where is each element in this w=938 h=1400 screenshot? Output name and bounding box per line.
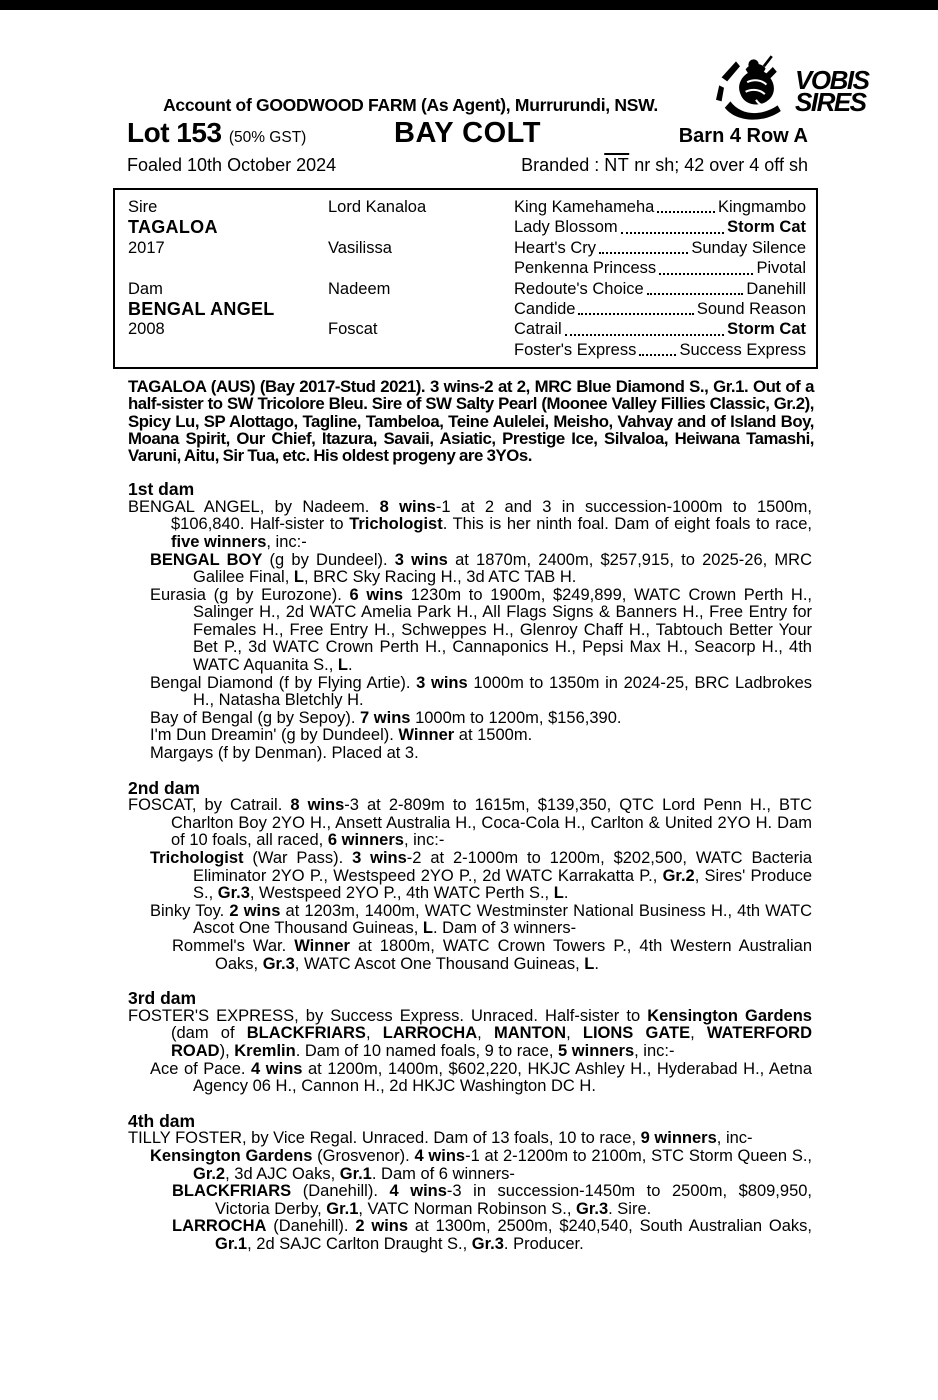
emphasized-text: L [422,919,434,938]
pedigree-parent-cell [328,217,514,237]
emphasized-text: 7 wins [360,708,411,727]
foaled-date: Foaled 10th October 2024 [127,155,337,175]
emphasized-text: LARROCHA [382,1024,478,1043]
grandparent-name: Foster's Express [514,340,637,359]
brand-mark: $\overline{NT}$ [604,155,630,175]
sire-summary-paragraph: TAGALOA (AUS) (Bay 2017-Stud 2021). 3 wins-2 at 2, MRC Blue Diamond S., Gr.1. Out of a half-sister to SW Tricolore Bleu. Sire of SW Salty Pearl (Moonee Valley Fillies Classic, Gr.2), Spicy Lu, SP Alottago, Tagline, Tambeloa, Teine Aulelei, Meisho, Vahvay and of Island Boy, Moana Spirit, Our Chief, Itazura, Savaii, Asiatic, Prestige Ice, Silvaloa, Heiwana Tamashi, Varuni, Aitu, Sir Tua, etc. His oldest progeny are 3YOs. [128,377,814,465]
emphasized-text: L [337,656,348,675]
pedigree-grandparent-row [514,217,806,237]
pedigree-subject-cell [128,340,328,360]
pedigree-paragraph [128,552,812,587]
paragraph-text: , [690,1024,707,1043]
pedigree-subject-cell: BENGAL ANGEL [128,298,275,319]
emphasized-text: L [293,568,304,587]
paragraph-text: 1000m to 1200m, $156,390. [410,708,622,727]
pedigree-paragraph [128,1183,812,1218]
paragraph-text: . [347,656,353,675]
dam-heading: 1st dam [128,479,195,500]
leader-dots [657,211,715,213]
paragraph-text: TILLY FOSTER, by Vice Regal. Unraced. Dam of 13 foals, 10 to race, [128,1129,641,1148]
emphasized-text: 6 winners [327,831,404,850]
pedigree-grandparent-row [514,319,806,339]
paragraph-text: (Danehill). [266,1217,356,1236]
emphasized-text: Gr.1 [215,1234,248,1253]
grandparent-name: Candide [514,299,576,318]
emphasized-text: LIONS GATE [582,1024,691,1043]
pedigree-paragraph [128,1061,812,1096]
paragraph-text: 1000m to 1350m in 2024-25, BRC Ladbrokes H., Natasha Bletchly H. [193,673,813,710]
dam-sections [128,481,812,1253]
emphasized-text: Trichologist [349,515,443,534]
foaled-branded-row [113,155,818,176]
paragraph-text: (g by Dundeel). [262,550,395,569]
paragraph-text: Bay of Bengal (g by Sepoy). [150,708,361,727]
emphasized-text: 9 winners [640,1129,717,1148]
paragraph-text: . [563,884,569,903]
emphasized-text: 3 wins [352,849,407,868]
pedigree-subject-cell: 2017 [128,238,165,257]
paragraph-text: Ace of Pace. [150,1059,252,1078]
pedigree-paragraph [128,1008,812,1061]
paragraph-text: -1 at 2-1200m to 2100m, STC Storm Queen S., [465,1146,813,1165]
pedigree-grandparent-row [514,279,806,299]
paragraph-text: Eurasia (g by Eurozone). [150,585,350,604]
emphasized-text: 3 wins [394,550,448,569]
emphasized-text: Winner [398,726,455,745]
account-line: Account of GOODWOOD FARM (As Agent), Murrurundi, NSW. [163,95,658,115]
leader-dots [659,273,753,275]
emphasized-text: 2 wins [355,1217,409,1236]
emphasized-text: 5 winners [558,1041,635,1060]
paragraph-text: , VATC Norman Robinson S., [358,1199,577,1218]
pedigree-paragraph [128,850,812,903]
emphasized-text: Gr.3 [217,884,250,903]
grandparent-name: Heart's Cry [514,238,596,257]
page-top-bar [0,0,938,10]
page-title: BAY COLT [394,117,541,149]
pedigree-paragraph [128,710,812,728]
paragraph-text: FOSTER'S EXPRESS, by Success Express. Unraced. Half-sister to [128,1006,648,1025]
dam-section [128,990,812,1096]
emphasized-text: Trichologist [150,849,244,868]
paragraph-text: , inc- [716,1129,753,1148]
pedigree-subject-cell: Dam [128,279,163,298]
logo-line1: VOBIS [795,65,869,95]
paragraph-text: at 1500m. [454,726,533,745]
emphasized-text: Gr.3 [576,1199,609,1218]
grandparent-name: King Kamehameha [514,197,655,216]
leader-dots [639,354,676,356]
leader-dots [599,252,688,254]
paragraph-text: , inc:- [266,532,307,551]
paragraph-text: , 3d AJC Oaks, [225,1164,340,1183]
paragraph-text: Bengal Diamond (f by Flying Artie). [150,673,417,692]
leader-dots [565,334,724,336]
dam-heading: 2nd dam [128,777,200,798]
emphasized-text: BENGAL BOY [150,550,263,569]
grandsire-name: Kingmambo [717,197,806,216]
paragraph-text: , Sires' Produce S., [193,866,813,903]
grandsire-name: Pivotal [756,259,806,278]
leader-dots [578,313,693,315]
emphasized-text: BLACKFRIARS [172,1182,292,1201]
paragraph-text: , BRC Sky Racing H., 3d ATC TAB H. [303,568,577,587]
paragraph-text: (War Pass). [243,849,353,868]
pedigree-paragraph [128,797,812,850]
emphasized-text: Gr.3 [262,954,295,973]
emphasized-text: Gr.1 [339,1164,372,1183]
pedigree-paragraph [128,1148,812,1183]
paragraph-text: at 1800m, WATC Crown Towers P., 4th Western Australian Oaks, [215,936,812,973]
paragraph-text: , [566,1024,583,1043]
emphasized-text: Kremlin [234,1041,296,1060]
paragraph-text: , inc:- [403,831,445,850]
pedigree-paragraph [128,499,812,552]
emphasized-text: 6 wins [349,585,403,604]
grandsire-name: Storm Cat [727,218,806,237]
pedigree-parent-cell [328,299,514,319]
pedigree-paragraph [128,903,812,938]
emphasized-text: L [553,884,564,903]
pedigree-paragraph [128,1218,812,1253]
paragraph-text: . Dam of 6 winners- [371,1164,515,1183]
branded-suffix: nr sh; 42 over 4 off sh [629,155,808,175]
pedigree-table [113,188,818,369]
grandparent-name: Penkenna Princess [514,259,657,278]
paragraph-text: -2 at 2-1000m to 1200m, $202,500, WATC Bacteria Eliminator 2YO P., Westspeed 2YO P., 2d WATC Karrakatta P., [193,849,813,885]
pedigree-paragraph [128,745,812,763]
pedigree-parent-cell [328,258,514,278]
paragraph-text: at 1870m, 2400m, $257,915, to 2025-26, MRC Galilee Final, [193,550,812,587]
emphasized-text: 3 wins [416,673,468,692]
paragraph-text: -3 at 2-809m to 1615m, $139,350, QTC Lord Penn H., BTC Charlton Boy 2YO H., Ansett Australia H., Coca-Cola H., Carlton & United 2YO H. Dam of 10 foals, all raced, [171,796,812,850]
paragraph-text: Margays (f by Denman). Placed at 3. [150,744,419,763]
catalogue-page [113,10,818,1253]
paragraph-text: . Producer. [503,1234,584,1253]
paragraph-text: (Grosvenor). [312,1146,415,1165]
paragraph-text: Rommel's War. [172,936,295,955]
emphasized-text: 4 wins [389,1182,447,1201]
emphasized-text: Gr.1 [326,1199,359,1218]
paragraph-text: , 2d SAJC Carlton Draught S., [247,1234,472,1253]
grandparent-name: Redoute's Choice [514,279,644,298]
pedigree-grandparent-row [514,258,806,278]
pedigree-grandparent-row [514,238,806,258]
emphasized-text: 8 wins [290,796,345,815]
paragraph-text: ), [219,1041,235,1060]
pedigree-subject-cell: TAGALOA [128,217,218,238]
pedigree-parent-cell: Nadeem [328,279,391,298]
pedigree-grandparent-row [514,197,806,217]
lot-number-text: Lot 153 [127,117,222,148]
emphasized-text: Kensington Gardens [150,1146,313,1165]
pedigree-paragraph [128,727,812,745]
emphasized-text: Winner [294,936,350,955]
paragraph-text: . Dam of 3 winners- [433,919,577,938]
paragraph-text: (dam of [171,1024,247,1043]
pedigree-grandparent-row [514,340,806,360]
barn-location: Barn 4 Row A [678,125,808,147]
grandparent-name: Lady Blossom [514,218,618,237]
paragraph-text: , [365,1024,383,1043]
grandsire-name: Sunday Silence [691,238,806,257]
paragraph-text: 1230m to 1900m, $249,899, WATC Crown Perth H., Salinger H., 2d WATC Amelia Park H., All Flags Signs & Banners H., Free Entry for Females H., Free Entry H., Schweppes H., Glenroy Chaff H., Tabtouch Better Your Bet P., 3d WATC Crown Perth H., Cannaponics H., Pepsi Max H., Seacorp H., 4th WATC Aquanita S., [193,585,813,675]
pedigree-subject-cell: Sire [128,198,158,216]
paragraph-text: , inc:- [634,1041,675,1060]
paragraph-text: . Sire. [608,1199,652,1218]
dam-section [128,777,813,974]
paragraph-text: . [594,954,599,973]
paragraph-text: -1 at 2 and 3 in succession-1000m to 1500m, $106,840. Half-sister to [171,497,813,534]
pedigree-subject-cell: 2008 [128,320,165,339]
pedigree-subject-cell [128,258,328,278]
emphasized-text: MANTON [493,1024,567,1043]
pedigree-paragraph [128,675,812,710]
paragraph-text: at 1300m, 2500m, $240,540, South Australian Oaks, [408,1217,812,1236]
emphasized-text: BLACKFRIARS [246,1024,366,1043]
pedigree-grandparent-row [514,299,806,319]
paragraph-text: -3 in succession-1450m to 2500m, $809,950, Victoria Derby, [215,1182,813,1218]
branded-info [521,155,808,176]
grandsire-name: Success Express [679,340,806,359]
emphasized-text: 8 wins [379,497,436,516]
paragraph-text: , Westspeed 2YO P., 4th WATC Perth S., [249,884,554,903]
pedigree-parent-cell [328,340,514,360]
pedigree-parent-cell: Foscat [328,320,378,339]
emphasized-text: WATERFORD ROAD [171,1024,812,1060]
dam-section [128,481,812,763]
paragraph-text: FOSCAT, by Catrail. [128,796,291,815]
dam-heading: 3rd dam [128,988,197,1009]
emphasized-text: Gr.3 [471,1234,504,1253]
pedigree-paragraph [128,1130,812,1148]
pedigree-parent-cell: Vasilissa [328,238,392,257]
emphasized-text: 4 wins [251,1059,303,1078]
emphasized-text: 4 wins [414,1146,466,1165]
leader-dots [647,293,744,295]
grandsire-name: Danehill [746,279,806,298]
branded-prefix: Branded : [521,155,605,175]
paragraph-text: . Dam of 10 named foals, 9 to race, [295,1041,559,1060]
emphasized-text: five winners [171,532,267,551]
grandparent-name: Catrail [514,320,562,339]
paragraph-text: at 1200m, 1400m, $602,220, HKJC Ashley H., Hyderabad H., Aetna Agency 06 H., Cannon H., 2d HKJC Washington DC H. [193,1059,813,1096]
paragraph-text: . This is her ninth foal. Dam of eight foals to race, [442,515,812,534]
emphasized-text: Kensington Gardens [647,1006,812,1025]
gst-note: (50% GST) [228,129,307,146]
pedigree-paragraph [128,587,812,675]
emphasized-text: Gr.2 [193,1164,226,1183]
logo-line2: SIRES [795,87,866,117]
emphasized-text: 2 wins [229,901,281,920]
lot-header-row [113,117,818,150]
paragraph-text: (Danehill). [291,1182,390,1201]
paragraph-text: , [477,1024,494,1043]
pedigree-parent-cell: Lord Kanaloa [328,198,427,216]
paragraph-text: , WATC Ascot One Thousand Guineas, [294,954,585,973]
dam-section [128,1110,813,1254]
emphasized-text: Gr.2 [662,866,695,885]
emphasized-text: L [584,954,595,973]
paragraph-text: BENGAL ANGEL, by Nadeem. [128,497,380,516]
grandsire-name: Storm Cat [727,320,806,339]
dam-heading: 4th dam [128,1110,196,1131]
paragraph-text: Binky Toy. [150,901,230,920]
leader-dots [621,232,725,234]
paragraph-text: I'm Dun Dreamin' (g by Dundeel). [150,726,399,745]
lot-number [127,117,394,149]
grandsire-name: Sound Reason [696,299,806,318]
paragraph-text: at 1203m, 1400m, WATC Westminster National Business H., 4th WATC Ascot One Thousand Guineas, [193,901,812,938]
pedigree-paragraph [128,938,812,973]
emphasized-text: LARROCHA [172,1217,267,1236]
